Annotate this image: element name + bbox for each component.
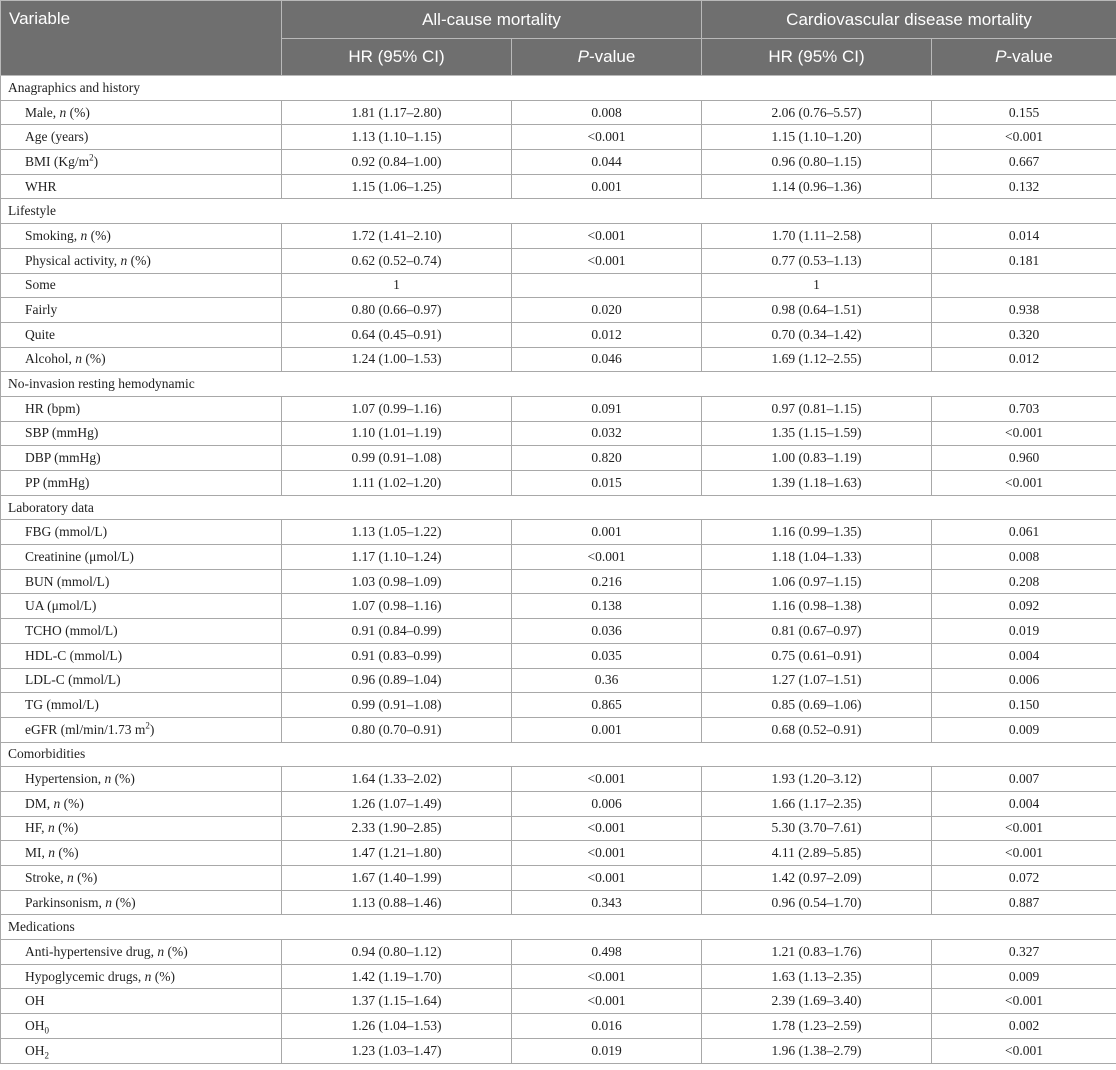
table-row xyxy=(1,1038,1116,1063)
hr-ci-all-cause: 1.07 (0.98–1.16) xyxy=(282,594,512,619)
variable-label xyxy=(1,1038,282,1063)
label-text: OH xyxy=(25,1042,45,1058)
label-suffix: (%) xyxy=(54,820,79,836)
label-text: DM, xyxy=(25,795,54,811)
p-value-cvd: 0.019 xyxy=(932,619,1116,644)
label-suffix: (%) xyxy=(66,104,90,120)
hr-ci-all-cause: 0.91 (0.83–0.99) xyxy=(282,643,512,668)
variable-label xyxy=(1,841,282,866)
label-suffix: (%) xyxy=(82,351,106,367)
table-header xyxy=(1,1,1116,76)
p-value-cvd: 0.208 xyxy=(932,569,1116,594)
hr-ci-all-cause: 0.94 (0.80–1.12) xyxy=(282,940,512,965)
section-title: Medications xyxy=(1,915,1116,940)
hr-ci-all-cause: 1.13 (1.05–1.22) xyxy=(282,520,512,545)
label-text: eGFR (ml/min/1.73 m xyxy=(25,721,146,737)
p-italic: P xyxy=(995,47,1007,66)
hr-ci-all-cause: 1.26 (1.07–1.49) xyxy=(282,791,512,816)
label-text: Male, xyxy=(25,104,60,120)
hr-ci-cvd: 2.06 (0.76–5.57) xyxy=(702,100,932,125)
table-row xyxy=(1,717,1116,742)
hr-ci-cvd: 0.85 (0.69–1.06) xyxy=(702,693,932,718)
p-value-all-cause: 0.091 xyxy=(512,396,702,421)
label-subscript: 0 xyxy=(44,1025,49,1036)
hr-ci-all-cause: 1.13 (0.88–1.46) xyxy=(282,890,512,915)
hr-ci-all-cause: 1.10 (1.01–1.19) xyxy=(282,421,512,446)
label-text: Anti-hypertensive drug, xyxy=(25,943,158,959)
label-text: Stroke, xyxy=(25,869,67,885)
hr-ci-all-cause: 1.67 (1.40–1.99) xyxy=(282,866,512,891)
hr-ci-all-cause: 1.03 (0.98–1.09) xyxy=(282,569,512,594)
variable-label xyxy=(1,520,282,545)
p-value-cvd: 0.320 xyxy=(932,322,1116,347)
p-value-cvd: <0.001 xyxy=(932,841,1116,866)
label-text: OH xyxy=(25,1017,45,1033)
hr-ci-all-cause: 1.07 (0.99–1.16) xyxy=(282,396,512,421)
hr-ci-all-cause: 0.62 (0.52–0.74) xyxy=(282,248,512,273)
hr-ci-cvd: 1.15 (1.10–1.20) xyxy=(702,125,932,150)
p-value-cvd: <0.001 xyxy=(932,421,1116,446)
variable-label xyxy=(1,717,282,742)
variable-label xyxy=(1,619,282,644)
p-value-cvd: <0.001 xyxy=(932,125,1116,150)
p-value-all-cause: 0.001 xyxy=(512,717,702,742)
p-value-cvd: 0.155 xyxy=(932,100,1116,125)
p-value-all-cause: <0.001 xyxy=(512,767,702,792)
table-row xyxy=(1,940,1116,965)
hr-ci-cvd: 4.11 (2.89–5.85) xyxy=(702,841,932,866)
hr-ci-header-cvd: HR (95% CI) xyxy=(702,39,932,76)
variable-label xyxy=(1,298,282,323)
label-text: WHR xyxy=(25,178,57,194)
label-italic: n xyxy=(47,820,55,836)
label-text: OH xyxy=(25,993,45,1009)
label-text: BMI (Kg/m xyxy=(25,153,90,169)
table-row xyxy=(1,174,1116,199)
hr-ci-all-cause: 1.47 (1.21–1.80) xyxy=(282,841,512,866)
p-value-all-cause: 0.216 xyxy=(512,569,702,594)
p-value-cvd: <0.001 xyxy=(932,989,1116,1014)
label-text: Physical activity, xyxy=(25,252,121,268)
p-value-all-cause: 0.016 xyxy=(512,1014,702,1039)
section-row xyxy=(1,76,1116,101)
variable-label xyxy=(1,1014,282,1039)
p-value-cvd: 0.887 xyxy=(932,890,1116,915)
p-value-cvd: 0.004 xyxy=(932,791,1116,816)
p-value-cvd: 0.009 xyxy=(932,964,1116,989)
p-value-all-cause: 0.343 xyxy=(512,890,702,915)
p-value-all-cause: 0.006 xyxy=(512,791,702,816)
hr-ci-cvd: 0.98 (0.64–1.51) xyxy=(702,298,932,323)
hr-ci-all-cause: 0.80 (0.66–0.97) xyxy=(282,298,512,323)
hr-ci-all-cause: 0.91 (0.84–0.99) xyxy=(282,619,512,644)
label-italic: n xyxy=(120,252,128,268)
table-row xyxy=(1,791,1116,816)
hr-ci-all-cause: 1.24 (1.00–1.53) xyxy=(282,347,512,372)
hr-ci-cvd: 1.14 (0.96–1.36) xyxy=(702,174,932,199)
variable-label xyxy=(1,446,282,471)
variable-label xyxy=(1,273,282,298)
label-text: Hypertension, xyxy=(25,771,105,787)
p-value-cvd: 0.150 xyxy=(932,693,1116,718)
table-row xyxy=(1,569,1116,594)
label-suffix: (%) xyxy=(127,252,151,268)
p-value-all-cause: <0.001 xyxy=(512,841,702,866)
section-row xyxy=(1,915,1116,940)
variable-label xyxy=(1,816,282,841)
section-row xyxy=(1,199,1116,224)
hr-ci-all-cause: 0.99 (0.91–1.08) xyxy=(282,446,512,471)
p-value-cvd: <0.001 xyxy=(932,1038,1116,1063)
hr-ci-all-cause: 1.11 (1.02–1.20) xyxy=(282,471,512,496)
variable-label xyxy=(1,594,282,619)
label-italic: n xyxy=(104,771,112,787)
label-suffix: (%) xyxy=(87,227,111,243)
variable-label xyxy=(1,396,282,421)
hr-ci-all-cause: 0.80 (0.70–0.91) xyxy=(282,717,512,742)
section-title: No-invasion resting hemodynamic xyxy=(1,372,1116,397)
hr-ci-all-cause: 1.64 (1.33–2.02) xyxy=(282,767,512,792)
section-title: Comorbidities xyxy=(1,742,1116,767)
table-row xyxy=(1,224,1116,249)
p-value-cvd: 0.007 xyxy=(932,767,1116,792)
table-row xyxy=(1,248,1116,273)
hr-ci-cvd: 1.06 (0.97–1.15) xyxy=(702,569,932,594)
table-row xyxy=(1,841,1116,866)
variable-label xyxy=(1,471,282,496)
variable-label xyxy=(1,693,282,718)
p-value-all-cause: 0.019 xyxy=(512,1038,702,1063)
hr-ci-cvd: 1.00 (0.83–1.19) xyxy=(702,446,932,471)
p-value-cvd: <0.001 xyxy=(932,471,1116,496)
p-value-all-cause: <0.001 xyxy=(512,964,702,989)
variable-header: Variable xyxy=(1,1,282,76)
hr-ci-cvd: 0.77 (0.53–1.13) xyxy=(702,248,932,273)
hr-ci-cvd: 1.96 (1.38–2.79) xyxy=(702,1038,932,1063)
label-text: BUN (mmol/L) xyxy=(25,573,110,589)
hr-ci-all-cause: 1.42 (1.19–1.70) xyxy=(282,964,512,989)
label-text: LDL-C (mmol/L) xyxy=(25,672,121,688)
p-value-all-cause: <0.001 xyxy=(512,816,702,841)
all-cause-mortality-header: All-cause mortality xyxy=(282,1,702,39)
section-title: Anagraphics and history xyxy=(1,76,1116,101)
p-value-all-cause: 0.865 xyxy=(512,693,702,718)
table-row xyxy=(1,989,1116,1014)
p-value-cvd: 0.012 xyxy=(932,347,1116,372)
hr-ci-cvd: 1.42 (0.97–2.09) xyxy=(702,866,932,891)
p-value-all-cause: 0.012 xyxy=(512,322,702,347)
hr-ci-cvd: 1.16 (0.99–1.35) xyxy=(702,520,932,545)
p-value-header-cvd xyxy=(932,39,1116,76)
label-italic: n xyxy=(80,227,88,243)
table-row xyxy=(1,298,1116,323)
variable-label xyxy=(1,989,282,1014)
hr-ci-all-cause: 1.17 (1.10–1.24) xyxy=(282,545,512,570)
hr-ci-all-cause: 1 xyxy=(282,273,512,298)
hr-ci-cvd: 2.39 (1.69–3.40) xyxy=(702,989,932,1014)
label-suffix: ) xyxy=(93,153,99,169)
table-row xyxy=(1,767,1116,792)
table-row xyxy=(1,866,1116,891)
table-row xyxy=(1,816,1116,841)
table-row xyxy=(1,150,1116,175)
hr-ci-cvd: 1.21 (0.83–1.76) xyxy=(702,940,932,965)
p-value-cvd: 0.092 xyxy=(932,594,1116,619)
table-row xyxy=(1,693,1116,718)
p-value-all-cause: 0.015 xyxy=(512,471,702,496)
p-value-header-all-cause xyxy=(512,39,702,76)
table-row xyxy=(1,890,1116,915)
p-value-cvd: 0.960 xyxy=(932,446,1116,471)
p-value-all-cause: <0.001 xyxy=(512,248,702,273)
label-italic: n xyxy=(144,968,152,984)
p-value-all-cause: <0.001 xyxy=(512,545,702,570)
hr-ci-cvd: 1.93 (1.20–3.12) xyxy=(702,767,932,792)
table-row xyxy=(1,347,1116,372)
label-text: HR (bpm) xyxy=(25,400,81,416)
p-value-cvd: 0.006 xyxy=(932,668,1116,693)
p-value-cvd: 0.004 xyxy=(932,643,1116,668)
label-text: SBP (mmHg) xyxy=(25,425,99,441)
p-value-cvd: 0.132 xyxy=(932,174,1116,199)
p-value-cvd: 0.061 xyxy=(932,520,1116,545)
table-row xyxy=(1,396,1116,421)
table-row xyxy=(1,668,1116,693)
variable-label xyxy=(1,224,282,249)
table-row xyxy=(1,273,1116,298)
p-value-all-cause: 0.36 xyxy=(512,668,702,693)
table-row xyxy=(1,964,1116,989)
variable-label xyxy=(1,421,282,446)
variable-label xyxy=(1,890,282,915)
hr-ci-cvd: 1 xyxy=(702,273,932,298)
label-text: MI, xyxy=(25,845,49,861)
variable-label xyxy=(1,248,282,273)
hr-ci-cvd: 1.70 (1.11–2.58) xyxy=(702,224,932,249)
label-text: Quite xyxy=(25,326,55,342)
variable-label xyxy=(1,964,282,989)
label-text: UA (μmol/L) xyxy=(25,598,97,614)
label-text: TCHO (mmol/L) xyxy=(25,622,118,638)
table-row xyxy=(1,545,1116,570)
p-value-all-cause: <0.001 xyxy=(512,866,702,891)
label-text: Creatinine (μmol/L) xyxy=(25,548,134,564)
table-row xyxy=(1,594,1116,619)
p-value-all-cause: 0.001 xyxy=(512,520,702,545)
p-value-cvd: 0.008 xyxy=(932,545,1116,570)
label-italic: n xyxy=(67,869,74,885)
table-row xyxy=(1,520,1116,545)
hr-ci-all-cause: 2.33 (1.90–2.85) xyxy=(282,816,512,841)
table-body xyxy=(1,76,1116,1064)
hr-ci-cvd: 1.63 (1.13–2.35) xyxy=(702,964,932,989)
variable-label xyxy=(1,569,282,594)
section-row xyxy=(1,742,1116,767)
label-superscript: 2 xyxy=(89,152,94,163)
p-suffix: -value xyxy=(1006,47,1053,66)
table-row xyxy=(1,1014,1116,1039)
p-value-all-cause: 0.020 xyxy=(512,298,702,323)
hr-ci-cvd: 1.16 (0.98–1.38) xyxy=(702,594,932,619)
label-suffix: ) xyxy=(149,721,155,737)
table-row xyxy=(1,471,1116,496)
hr-ci-all-cause: 1.13 (1.10–1.15) xyxy=(282,125,512,150)
variable-label xyxy=(1,174,282,199)
label-suffix: (%) xyxy=(151,968,175,984)
p-value-all-cause: <0.001 xyxy=(512,989,702,1014)
table-row xyxy=(1,619,1116,644)
label-superscript: 2 xyxy=(145,720,150,731)
p-value-all-cause: 0.498 xyxy=(512,940,702,965)
hr-ci-all-cause: 1.23 (1.03–1.47) xyxy=(282,1038,512,1063)
label-italic: n xyxy=(48,845,55,861)
hr-ci-cvd: 0.96 (0.80–1.15) xyxy=(702,150,932,175)
label-text: HDL-C (mmol/L) xyxy=(25,647,123,663)
p-value-all-cause: 0.035 xyxy=(512,643,702,668)
section-title: Lifestyle xyxy=(1,199,1116,224)
label-text: Fairly xyxy=(25,302,58,318)
p-value-cvd: 0.002 xyxy=(932,1014,1116,1039)
p-value-cvd: 0.072 xyxy=(932,866,1116,891)
label-subscript: 2 xyxy=(44,1050,49,1061)
label-italic: n xyxy=(53,795,61,811)
hr-ci-all-cause: 1.26 (1.04–1.53) xyxy=(282,1014,512,1039)
p-value-all-cause: 0.036 xyxy=(512,619,702,644)
p-value-cvd xyxy=(932,273,1116,298)
variable-label xyxy=(1,100,282,125)
p-value-cvd: 0.703 xyxy=(932,396,1116,421)
hr-ci-all-cause: 1.37 (1.15–1.64) xyxy=(282,989,512,1014)
label-text: HF, xyxy=(25,820,48,836)
table-row xyxy=(1,643,1116,668)
p-value-all-cause: 0.044 xyxy=(512,150,702,175)
table-row xyxy=(1,446,1116,471)
p-suffix: -value xyxy=(589,47,636,66)
p-value-all-cause: 0.032 xyxy=(512,421,702,446)
hr-ci-cvd: 0.75 (0.61–0.91) xyxy=(702,643,932,668)
hr-ci-header-all-cause: HR (95% CI) xyxy=(282,39,512,76)
label-italic: n xyxy=(75,351,82,367)
label-italic: n xyxy=(59,104,67,120)
label-suffix: (%) xyxy=(55,845,79,861)
hr-ci-cvd: 1.66 (1.17–2.35) xyxy=(702,791,932,816)
label-suffix: (%) xyxy=(111,771,135,787)
hr-ci-all-cause: 1.72 (1.41–2.10) xyxy=(282,224,512,249)
label-text: Smoking, xyxy=(25,227,81,243)
p-value-cvd: 0.667 xyxy=(932,150,1116,175)
hr-ci-cvd: 0.97 (0.81–1.15) xyxy=(702,396,932,421)
hr-ci-all-cause: 1.81 (1.17–2.80) xyxy=(282,100,512,125)
variable-label xyxy=(1,322,282,347)
p-value-cvd: 0.938 xyxy=(932,298,1116,323)
variable-label xyxy=(1,545,282,570)
label-italic: n xyxy=(157,943,165,959)
label-suffix: (%) xyxy=(73,869,98,885)
cvd-mortality-header: Cardiovascular disease mortality xyxy=(702,1,1116,39)
label-text: Hypoglycemic drugs, xyxy=(25,968,145,984)
hr-ci-cvd: 0.70 (0.34–1.42) xyxy=(702,322,932,347)
p-italic: P xyxy=(577,47,590,66)
label-text: Age (years) xyxy=(25,129,89,145)
variable-label xyxy=(1,125,282,150)
p-value-cvd: 0.181 xyxy=(932,248,1116,273)
hr-ci-cvd: 1.18 (1.04–1.33) xyxy=(702,545,932,570)
hr-ci-cvd: 1.35 (1.15–1.59) xyxy=(702,421,932,446)
table-row xyxy=(1,322,1116,347)
p-value-cvd: 0.009 xyxy=(932,717,1116,742)
variable-label xyxy=(1,767,282,792)
label-suffix: (%) xyxy=(164,943,188,959)
p-value-all-cause: 0.008 xyxy=(512,100,702,125)
variable-label xyxy=(1,347,282,372)
variable-label xyxy=(1,791,282,816)
variable-label xyxy=(1,150,282,175)
hr-ci-all-cause: 0.96 (0.89–1.04) xyxy=(282,668,512,693)
p-value-all-cause: 0.820 xyxy=(512,446,702,471)
label-text: PP (mmHg) xyxy=(25,474,90,490)
hr-ci-all-cause: 0.64 (0.45–0.91) xyxy=(282,322,512,347)
p-value-cvd: 0.327 xyxy=(932,940,1116,965)
hr-ci-all-cause: 0.92 (0.84–1.00) xyxy=(282,150,512,175)
hr-ci-cvd: 0.96 (0.54–1.70) xyxy=(702,890,932,915)
table-row xyxy=(1,125,1116,150)
label-italic: n xyxy=(105,894,113,910)
section-row xyxy=(1,372,1116,397)
hr-ci-cvd: 1.78 (1.23–2.59) xyxy=(702,1014,932,1039)
variable-label xyxy=(1,940,282,965)
label-suffix: (%) xyxy=(60,795,84,811)
label-suffix: (%) xyxy=(112,894,136,910)
hr-ci-cvd: 1.69 (1.12–2.55) xyxy=(702,347,932,372)
label-text: Some xyxy=(25,277,56,293)
p-value-cvd: <0.001 xyxy=(932,816,1116,841)
p-value-all-cause: 0.046 xyxy=(512,347,702,372)
section-title: Laboratory data xyxy=(1,495,1116,520)
table-row xyxy=(1,100,1116,125)
variable-label xyxy=(1,668,282,693)
label-text: FBG (mmol/L) xyxy=(25,524,108,540)
label-text: Parkinsonism, xyxy=(25,894,106,910)
label-text: TG (mmol/L) xyxy=(25,697,99,713)
variable-label xyxy=(1,643,282,668)
label-text: DBP (mmHg) xyxy=(25,450,101,466)
variable-label xyxy=(1,866,282,891)
section-row xyxy=(1,495,1116,520)
hr-ci-all-cause: 1.15 (1.06–1.25) xyxy=(282,174,512,199)
p-value-all-cause: <0.001 xyxy=(512,224,702,249)
p-value-all-cause: 0.001 xyxy=(512,174,702,199)
p-value-all-cause: <0.001 xyxy=(512,125,702,150)
hr-ci-cvd: 1.27 (1.07–1.51) xyxy=(702,668,932,693)
p-value-all-cause: 0.138 xyxy=(512,594,702,619)
hr-ci-cvd: 5.30 (3.70–7.61) xyxy=(702,816,932,841)
table-row xyxy=(1,421,1116,446)
p-value-cvd: 0.014 xyxy=(932,224,1116,249)
hr-ci-cvd: 1.39 (1.18–1.63) xyxy=(702,471,932,496)
label-text: Alcohol, xyxy=(25,351,76,367)
hr-ci-cvd: 0.68 (0.52–0.91) xyxy=(702,717,932,742)
p-value-all-cause xyxy=(512,273,702,298)
hr-ci-all-cause: 0.99 (0.91–1.08) xyxy=(282,693,512,718)
hr-ci-cvd: 0.81 (0.67–0.97) xyxy=(702,619,932,644)
